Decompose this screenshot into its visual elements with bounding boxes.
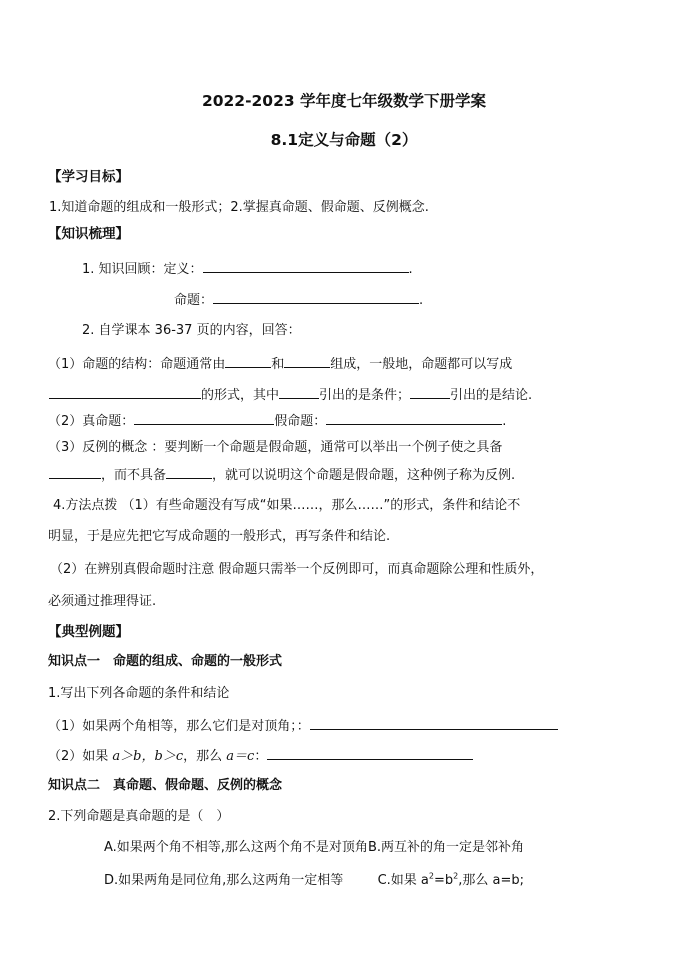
method-tip-line-1: 4.方法点拨 （1）有些命题没有写成“如果……，那么……”的形式，条件和结论不 (53, 498, 521, 513)
proposition-label: 命题： (174, 293, 214, 308)
knowledge-point-2: 知识点二 真命题、假命题、反例的概念 (48, 778, 283, 793)
q1-text-a: （1）命题的结构：命题通常由 (48, 357, 226, 372)
q1-text-d: 的形式，其中 (201, 388, 280, 403)
q3-blank-2[interactable] (166, 465, 212, 479)
method-tip-line-3: （2）在辨别真假命题时注意 假命题只需举一个反例即可，而真命题除公理和性质外， (50, 562, 544, 577)
option-c-text-c: ,那么 a=b; (458, 873, 524, 888)
option-a: A.如果两个角不相等,那么这两个角不是对顶角 (104, 840, 368, 855)
q3-blank-1[interactable] (49, 465, 101, 479)
example-1-part-2 (48, 746, 473, 766)
example-2-options-row-2 (104, 872, 524, 890)
review-item-2: 2. 自学课本 36-37 页的内容，回答： (82, 323, 301, 338)
examples-heading: 【典型例题】 (48, 624, 129, 640)
example-2-options-row-1 (104, 839, 524, 857)
question-1-line-2 (49, 385, 532, 405)
q2-false-label: 假命题： (274, 414, 327, 429)
question-3-line-1: （3）反例的概念 ：要判断一个命题是假命题，通常可以举出一个例子使之具备 (48, 440, 503, 455)
proposition-blank[interactable] (213, 290, 419, 304)
ex1-2-math-1: a＞b，b＞c (112, 749, 184, 764)
question-3-line-2 (49, 465, 515, 485)
definition-label: 1. 知识回顾：定义： (82, 262, 203, 277)
question-2 (48, 411, 506, 431)
period: . (502, 414, 507, 429)
option-c-text-a: C.如果 a (377, 873, 429, 888)
question-1-line-1 (48, 354, 512, 374)
period: . (419, 293, 424, 308)
page-title: 2022-2023 学年度七年级数学下册学案 (201, 92, 487, 110)
q1-blank-4[interactable] (279, 385, 319, 399)
q1-text-e: 引出的是条件； (319, 388, 411, 403)
option-c-text-b: =b (433, 873, 454, 888)
q1-text-f: 引出的是结论. (450, 388, 533, 403)
q2-true-label: （2）真命题： (48, 414, 135, 429)
definition-blank[interactable] (203, 259, 409, 273)
option-b: B.两互补的角一定是邻补角 (367, 840, 524, 855)
ex1-2-text-a: （2）如果 (48, 749, 109, 764)
q2-false-blank[interactable] (326, 411, 502, 425)
ex1-1-text: （1）如果两个角相等，那么它们是对顶角；： (48, 719, 310, 734)
q1-blank-3[interactable] (49, 385, 201, 399)
q3-text-c: ，就可以说明这个命题是假命题，这种例子称为反例. (212, 468, 516, 483)
ex1-2-blank[interactable] (267, 746, 473, 760)
q1-blank-1[interactable] (225, 354, 271, 368)
option-d: D.如果两角是同位角,那么这两角一定相等 (104, 873, 344, 888)
example-2-title: 2.下列命题是真命题的是（ ） (48, 809, 230, 824)
exponent: 2 (453, 871, 459, 881)
method-tip-line-2: 明显，于是应先把它写成命题的一般形式，再写条件和结论. (48, 529, 391, 544)
q1-text-c: 组成，一般地，命题都可以写成 (330, 357, 513, 372)
objectives-heading: 【学习目标】 (48, 169, 129, 185)
q1-text-b: 和 (271, 357, 285, 372)
method-tip-line-4: 必须通过推理得证. (48, 594, 157, 609)
q2-true-blank[interactable] (134, 411, 274, 425)
example-1-part-1 (48, 716, 558, 736)
q1-blank-5[interactable] (410, 385, 450, 399)
option-c (378, 873, 524, 888)
ex1-2-text-b: ，那么 (183, 749, 223, 764)
ex1-1-blank[interactable] (310, 716, 558, 730)
q3-text-b: ，而不具备 (101, 468, 167, 483)
period: . (408, 262, 413, 277)
lesson-title: 8.1定义与命题（2） (270, 131, 418, 149)
example-1-title: 1.写出下列各命题的条件和结论 (48, 686, 230, 701)
knowledge-point-1: 知识点一 命题的组成、命题的一般形式 (48, 654, 283, 669)
exponent: 2 (428, 871, 434, 881)
objectives-text: 1.知道命题的组成和一般形式；2.掌握真命题、假命题、反例概念. (49, 200, 429, 215)
ex1-2-math-2: a＝c (226, 749, 255, 764)
review-item-1 (82, 259, 413, 279)
review-heading: 【知识梳理】 (48, 226, 129, 242)
review-item-1b (174, 290, 423, 310)
ex1-2-text-c: ： (254, 749, 268, 764)
q1-blank-2[interactable] (284, 354, 330, 368)
